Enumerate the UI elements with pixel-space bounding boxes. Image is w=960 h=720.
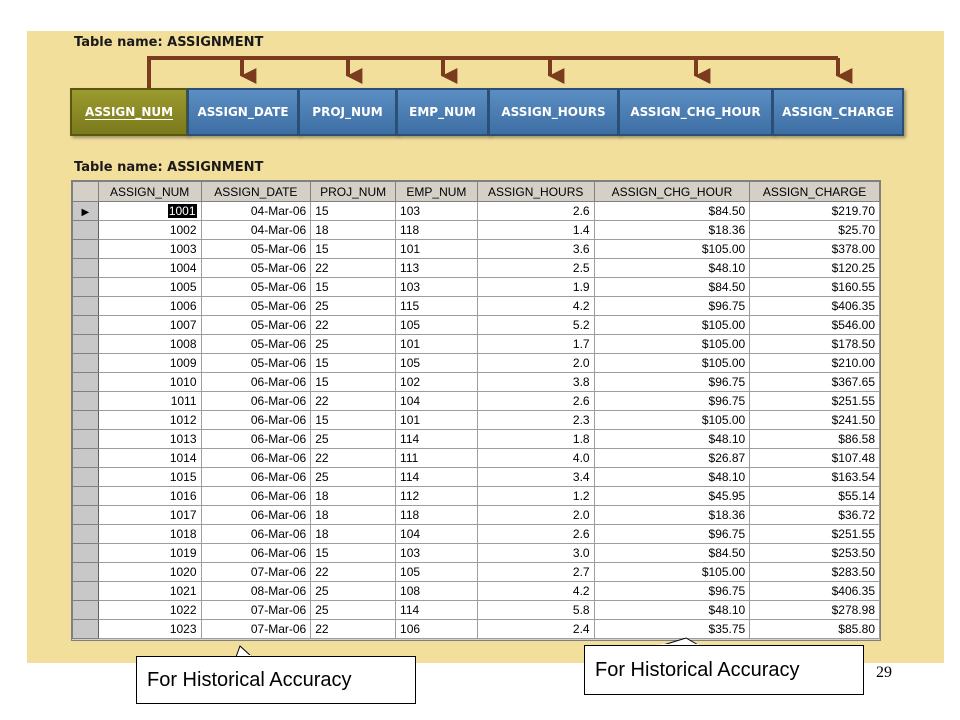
table-cell[interactable]: 1003 — [98, 240, 201, 259]
table-cell[interactable]: $96.75 — [594, 392, 750, 411]
table-cell[interactable]: 25 — [311, 335, 396, 354]
row-selector[interactable] — [73, 202, 99, 221]
table-cell[interactable]: 07-Mar-06 — [201, 620, 311, 639]
table-cell[interactable]: 113 — [396, 259, 478, 278]
table-cell[interactable]: $163.54 — [750, 468, 880, 487]
table-cell[interactable]: 15 — [311, 240, 396, 259]
table-cell[interactable]: 1020 — [98, 563, 201, 582]
table-cell[interactable]: 108 — [396, 582, 478, 601]
table-cell[interactable]: 103 — [396, 202, 478, 221]
row-selector[interactable] — [73, 297, 99, 316]
table-cell[interactable]: $241.50 — [750, 411, 880, 430]
column-header[interactable]: ASSIGN_NUM — [98, 182, 201, 202]
table-row[interactable] — [73, 240, 880, 259]
table-cell[interactable]: 05-Mar-06 — [201, 240, 311, 259]
table-cell[interactable]: 3.8 — [477, 373, 594, 392]
table-cell[interactable]: $36.72 — [750, 506, 880, 525]
table-cell[interactable]: $48.10 — [594, 468, 750, 487]
table-cell[interactable]: $546.00 — [750, 316, 880, 335]
table-cell[interactable]: $105.00 — [594, 240, 750, 259]
table-row[interactable] — [73, 620, 880, 639]
table-cell[interactable]: $367.65 — [750, 373, 880, 392]
table-row[interactable] — [73, 278, 880, 297]
table-cell[interactable]: 1018 — [98, 525, 201, 544]
table-cell[interactable]: 1.2 — [477, 487, 594, 506]
callout-text: For Historical Accuracy — [595, 658, 800, 681]
table-cell[interactable]: 22 — [311, 259, 396, 278]
table-cell[interactable]: 3.0 — [477, 544, 594, 563]
key-assign-chg-hour: ASSIGN_CHG_HOUR — [618, 88, 773, 136]
table-cell[interactable]: $160.55 — [750, 278, 880, 297]
table-cell[interactable]: 118 — [396, 506, 478, 525]
table-cell[interactable]: $85.80 — [750, 620, 880, 639]
table-cell[interactable]: 05-Mar-06 — [201, 335, 311, 354]
row-selector[interactable] — [73, 563, 99, 582]
table-cell[interactable]: 1007 — [98, 316, 201, 335]
table-cell[interactable]: 1017 — [98, 506, 201, 525]
table-cell[interactable]: 15 — [311, 202, 396, 221]
table-cell[interactable]: 2.7 — [477, 563, 594, 582]
table-cell[interactable]: 104 — [396, 525, 478, 544]
slide-number: 29 — [876, 664, 892, 681]
table-cell[interactable]: 2.3 — [477, 411, 594, 430]
table-cell[interactable]: 101 — [396, 411, 478, 430]
table-cell[interactable]: $406.35 — [750, 297, 880, 316]
table-cell[interactable]: $55.14 — [750, 487, 880, 506]
table-cell[interactable]: $48.10 — [594, 259, 750, 278]
table-cell[interactable]: $84.50 — [594, 278, 750, 297]
table-row[interactable] — [73, 544, 880, 563]
table-cell[interactable]: 25 — [311, 468, 396, 487]
table-cell[interactable]: $120.25 — [750, 259, 880, 278]
table-cell[interactable]: $96.75 — [594, 297, 750, 316]
table-cell[interactable]: 112 — [396, 487, 478, 506]
table-cell[interactable]: 111 — [396, 449, 478, 468]
row-selector-header[interactable] — [73, 182, 99, 202]
table-cell[interactable]: 15 — [311, 544, 396, 563]
table-cell[interactable]: 18 — [311, 221, 396, 240]
table-cell[interactable]: $45.95 — [594, 487, 750, 506]
table-cell[interactable]: 1023 — [98, 620, 201, 639]
table-cell[interactable]: 118 — [396, 221, 478, 240]
table-cell[interactable]: 105 — [396, 563, 478, 582]
table-cell[interactable]: $96.75 — [594, 582, 750, 601]
table-cell[interactable]: 2.0 — [477, 506, 594, 525]
row-selector[interactable] — [73, 620, 99, 639]
table-cell[interactable]: 4.2 — [477, 582, 594, 601]
table-cell[interactable]: 1004 — [98, 259, 201, 278]
table-cell[interactable]: 25 — [311, 297, 396, 316]
table-cell[interactable]: 101 — [396, 335, 478, 354]
row-selector[interactable] — [73, 316, 99, 335]
table-cell[interactable]: 2.0 — [477, 354, 594, 373]
table-row[interactable] — [73, 468, 880, 487]
table-title: Table name: ASSIGNMENT — [74, 160, 264, 175]
table-cell[interactable]: $378.00 — [750, 240, 880, 259]
table-row[interactable] — [73, 297, 880, 316]
table-cell[interactable]: 25 — [311, 601, 396, 620]
table-cell[interactable]: 18 — [311, 506, 396, 525]
table-row[interactable] — [73, 202, 880, 221]
table-cell[interactable]: 06-Mar-06 — [201, 468, 311, 487]
table-cell[interactable]: 2.6 — [477, 392, 594, 411]
table-cell[interactable]: 114 — [396, 601, 478, 620]
row-selector[interactable] — [73, 221, 99, 240]
table-cell[interactable]: 1012 — [98, 411, 201, 430]
table-cell[interactable]: 1.7 — [477, 335, 594, 354]
callout-text: For Historical Accuracy — [147, 668, 352, 691]
key-proj-num: PROJ_NUM — [298, 88, 397, 136]
callout-historical-accuracy-chg-hour — [584, 645, 864, 695]
current-record-icon: ▶ — [81, 207, 90, 218]
table-cell[interactable]: 3.6 — [477, 240, 594, 259]
table-cell[interactable]: $253.50 — [750, 544, 880, 563]
table-cell[interactable]: $251.55 — [750, 392, 880, 411]
table-cell[interactable]: 3.4 — [477, 468, 594, 487]
row-selector[interactable] — [73, 354, 99, 373]
table-cell[interactable]: 1019 — [98, 544, 201, 563]
table-cell[interactable]: 15 — [311, 354, 396, 373]
table-cell[interactable]: 06-Mar-06 — [201, 544, 311, 563]
row-selector[interactable] — [73, 278, 99, 297]
table-cell[interactable]: $25.70 — [750, 221, 880, 240]
table-cell[interactable]: 1022 — [98, 601, 201, 620]
row-selector[interactable] — [73, 240, 99, 259]
table-cell[interactable]: $18.36 — [594, 221, 750, 240]
table-row[interactable] — [73, 392, 880, 411]
table-cell[interactable]: 22 — [311, 563, 396, 582]
table-cell[interactable]: 06-Mar-06 — [201, 392, 311, 411]
table-cell[interactable]: $48.10 — [594, 430, 750, 449]
row-selector[interactable] — [73, 411, 99, 430]
table-cell[interactable]: 102 — [396, 373, 478, 392]
table-cell[interactable]: 115 — [396, 297, 478, 316]
table-cell[interactable]: $210.00 — [750, 354, 880, 373]
table-row[interactable] — [73, 563, 880, 582]
column-header[interactable]: EMP_NUM — [396, 182, 478, 202]
table-cell[interactable]: 15 — [311, 411, 396, 430]
row-selector[interactable] — [73, 525, 99, 544]
dependency-line — [149, 58, 838, 88]
table-row[interactable] — [73, 354, 880, 373]
table-cell[interactable]: 06-Mar-06 — [201, 373, 311, 392]
table-cell[interactable]: 1011 — [98, 392, 201, 411]
table-cell[interactable]: 1008 — [98, 335, 201, 354]
table-cell[interactable]: $105.00 — [594, 316, 750, 335]
table-cell[interactable]: $84.50 — [594, 202, 750, 221]
table-cell[interactable]: 106 — [396, 620, 478, 639]
table-cell[interactable]: 4.2 — [477, 297, 594, 316]
table-cell[interactable]: 05-Mar-06 — [201, 354, 311, 373]
row-selector[interactable] — [73, 506, 99, 525]
table-cell[interactable]: $105.00 — [594, 335, 750, 354]
table-cell[interactable]: 1002 — [98, 221, 201, 240]
table-cell[interactable]: 06-Mar-06 — [201, 506, 311, 525]
key-assign-charge: ASSIGN_CHARGE — [772, 88, 904, 136]
table-cell[interactable]: 1006 — [98, 297, 201, 316]
row-selector[interactable] — [73, 544, 99, 563]
table-cell[interactable]: 07-Mar-06 — [201, 601, 311, 620]
table-cell[interactable]: $18.36 — [594, 506, 750, 525]
table-cell[interactable]: 22 — [311, 392, 396, 411]
table-cell[interactable]: 1.8 — [477, 430, 594, 449]
table-cell[interactable]: 22 — [311, 449, 396, 468]
table-cell[interactable]: 07-Mar-06 — [201, 563, 311, 582]
key-assign-hours: ASSIGN_HOURS — [488, 88, 619, 136]
table-cell[interactable]: $278.98 — [750, 601, 880, 620]
table-cell[interactable]: $406.35 — [750, 582, 880, 601]
assignment-datasheet — [71, 180, 881, 641]
table-cell[interactable]: 15 — [311, 278, 396, 297]
table-cell[interactable]: 2.6 — [477, 202, 594, 221]
table-cell[interactable]: $219.70 — [750, 202, 880, 221]
table-cell[interactable]: 1009 — [98, 354, 201, 373]
table-cell[interactable]: 2.4 — [477, 620, 594, 639]
table-cell[interactable]: $96.75 — [594, 373, 750, 392]
row-selector[interactable] — [73, 487, 99, 506]
table-cell[interactable]: 1.4 — [477, 221, 594, 240]
table-cell[interactable]: $86.58 — [750, 430, 880, 449]
row-selector[interactable] — [73, 392, 99, 411]
table-cell[interactable]: 1021 — [98, 582, 201, 601]
table-row[interactable] — [73, 601, 880, 620]
table-cell[interactable]: $107.48 — [750, 449, 880, 468]
callout-historical-accuracy-date — [136, 656, 416, 704]
table-cell[interactable]: 105 — [396, 316, 478, 335]
row-selector[interactable] — [73, 582, 99, 601]
row-selector[interactable] — [73, 335, 99, 354]
header-row — [73, 182, 880, 202]
row-selector[interactable] — [73, 449, 99, 468]
row-selector[interactable] — [73, 430, 99, 449]
key-emp-num: EMP_NUM — [396, 88, 489, 136]
table-cell[interactable]: $251.55 — [750, 525, 880, 544]
table-cell[interactable]: 1010 — [98, 373, 201, 392]
table-cell[interactable]: 1016 — [98, 487, 201, 506]
table-cell[interactable]: 105 — [396, 354, 478, 373]
table-cell[interactable]: $105.00 — [594, 563, 750, 582]
table-row[interactable] — [73, 259, 880, 278]
table-cell[interactable]: 08-Mar-06 — [201, 582, 311, 601]
table-row[interactable] — [73, 430, 880, 449]
table-cell[interactable]: 06-Mar-06 — [201, 411, 311, 430]
table-row[interactable] — [73, 373, 880, 392]
table-cell[interactable]: 1013 — [98, 430, 201, 449]
table-row[interactable] — [73, 316, 880, 335]
table-cell[interactable]: 2.6 — [477, 525, 594, 544]
table-cell[interactable]: 18 — [311, 487, 396, 506]
table-cell[interactable]: 06-Mar-06 — [201, 430, 311, 449]
row-selector[interactable] — [73, 373, 99, 392]
table-cell[interactable]: $35.75 — [594, 620, 750, 639]
row-selector[interactable] — [73, 601, 99, 620]
table-cell[interactable]: 25 — [311, 430, 396, 449]
key-assign-date: ASSIGN_DATE — [187, 88, 299, 136]
column-header[interactable]: ASSIGN_CHARGE — [750, 182, 880, 202]
table-cell[interactable]: 1.9 — [477, 278, 594, 297]
table-row[interactable] — [73, 525, 880, 544]
table-cell[interactable]: 114 — [396, 468, 478, 487]
table-cell[interactable]: 2.5 — [477, 259, 594, 278]
table-cell[interactable]: 05-Mar-06 — [201, 316, 311, 335]
table-row[interactable] — [73, 449, 880, 468]
column-header[interactable]: ASSIGN_CHG_HOUR — [594, 182, 750, 202]
table-cell[interactable]: $48.10 — [594, 601, 750, 620]
row-selector[interactable] — [73, 468, 99, 487]
table-row[interactable] — [73, 487, 880, 506]
table-cell[interactable]: $26.87 — [594, 449, 750, 468]
table-cell[interactable]: 1015 — [98, 468, 201, 487]
table-cell[interactable]: 103 — [396, 544, 478, 563]
table-cell[interactable]: $105.00 — [594, 411, 750, 430]
table-cell[interactable]: 101 — [396, 240, 478, 259]
table-cell[interactable]: 22 — [311, 620, 396, 639]
table-cell[interactable]: 1001 — [98, 202, 201, 221]
column-header[interactable]: PROJ_NUM — [311, 182, 396, 202]
table-cell[interactable]: $178.50 — [750, 335, 880, 354]
table-cell[interactable]: 18 — [311, 525, 396, 544]
table-cell[interactable]: 5.2 — [477, 316, 594, 335]
table-cell[interactable]: 22 — [311, 316, 396, 335]
table-cell[interactable]: 4.0 — [477, 449, 594, 468]
table-cell[interactable]: $283.50 — [750, 563, 880, 582]
table-cell[interactable]: 1014 — [98, 449, 201, 468]
table-cell[interactable]: 04-Mar-06 — [201, 202, 311, 221]
key-assign-num: ASSIGN_NUM — [70, 88, 188, 136]
table-cell[interactable]: 06-Mar-06 — [201, 449, 311, 468]
table-cell[interactable]: 05-Mar-06 — [201, 259, 311, 278]
column-header[interactable]: ASSIGN_DATE — [201, 182, 311, 202]
table-row[interactable] — [73, 411, 880, 430]
table-row[interactable] — [73, 506, 880, 525]
table-cell[interactable]: $96.75 — [594, 525, 750, 544]
table-cell[interactable]: 5.8 — [477, 601, 594, 620]
table-row[interactable] — [73, 582, 880, 601]
table-cell[interactable]: 15 — [311, 373, 396, 392]
column-header[interactable]: ASSIGN_HOURS — [477, 182, 594, 202]
table-cell[interactable]: 25 — [311, 582, 396, 601]
table-cell[interactable]: 114 — [396, 430, 478, 449]
table-cell[interactable]: 06-Mar-06 — [201, 487, 311, 506]
table-cell[interactable]: 1005 — [98, 278, 201, 297]
table-cell[interactable]: 103 — [396, 278, 478, 297]
table-cell[interactable]: 06-Mar-06 — [201, 525, 311, 544]
table-cell[interactable]: 04-Mar-06 — [201, 221, 311, 240]
table-row[interactable] — [73, 221, 880, 240]
table-cell[interactable]: $105.00 — [594, 354, 750, 373]
row-selector[interactable] — [73, 259, 99, 278]
table-cell[interactable]: 05-Mar-06 — [201, 297, 311, 316]
table-cell[interactable]: $84.50 — [594, 544, 750, 563]
diagram-title: Table name: ASSIGNMENT — [74, 35, 264, 50]
table-row[interactable] — [73, 335, 880, 354]
table-cell[interactable]: 05-Mar-06 — [201, 278, 311, 297]
table-cell[interactable]: 104 — [396, 392, 478, 411]
